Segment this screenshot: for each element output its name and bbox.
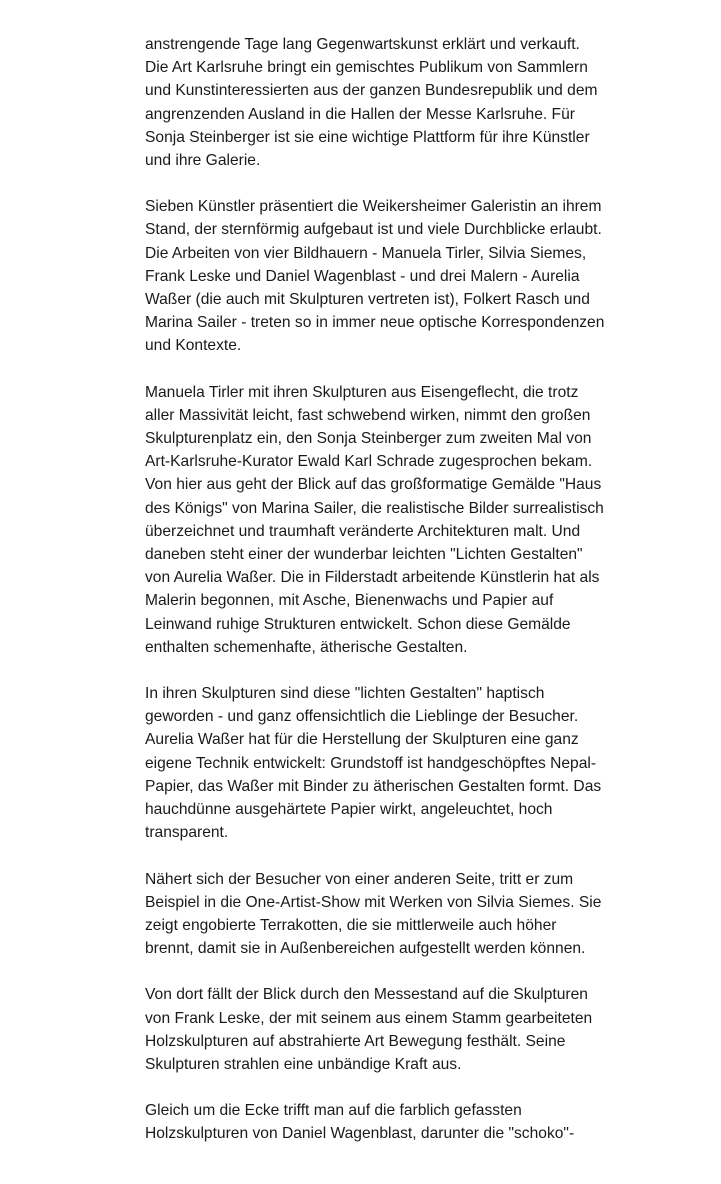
- text-line: Aurelia Waßer hat für die Herstellung der Skulpturen eine ganz: [145, 731, 579, 749]
- paragraph-6: [145, 983, 645, 1076]
- text-line: Von hier aus geht der Blick auf das großformatige Gemälde "Haus: [145, 476, 602, 494]
- text-line: Holzskulpturen auf abstrahierte Art Bewegung festhält. Seine: [145, 1032, 566, 1050]
- text-line: Die Art Karlsruhe bringt ein gemischtes Publikum von Sammlern: [145, 59, 588, 77]
- text-line: Skulpturen strahlen eine unbändige Kraft aus.: [145, 1055, 462, 1073]
- text-line: Gleich um die Ecke trifft man auf die farblich gefassten: [145, 1102, 522, 1120]
- text-line: anstrengende Tage lang Gegenwartskunst erklärt und verkauft.: [145, 36, 580, 53]
- text-line: Art-Karlsruhe-Kurator Ewald Karl Schrade zugesprochen bekam.: [145, 453, 593, 471]
- text-line: Marina Sailer - treten so in immer neue optische Korrespondenzen: [145, 314, 605, 332]
- text-line: aller Massivität leicht, fast schwebend wirken, nimmt den großen: [145, 406, 591, 424]
- text-line: Von dort fällt der Blick durch den Messestand auf die Skulpturen: [145, 986, 588, 1004]
- article-body: [145, 33, 645, 1169]
- text-line: Sonja Steinberger ist sie eine wichtige Plattform für ihre Künstler: [145, 128, 590, 146]
- text-line: Manuela Tirler mit ihren Skulpturen aus Eisengeflecht, die trotz: [145, 383, 579, 401]
- text-line: und Kontexte.: [145, 337, 242, 355]
- text-line: geworden - und ganz offensichtlich die Lieblinge der Besucher.: [145, 708, 579, 726]
- paragraph-7: [145, 1099, 645, 1145]
- paragraph-1: [145, 33, 645, 172]
- text-line: Frank Leske und Daniel Wagenblast - und drei Malern - Aurelia: [145, 267, 580, 285]
- text-line: angrenzenden Ausland in die Hallen der Messe Karlsruhe. Für: [145, 105, 575, 123]
- text-line: Nähert sich der Besucher von einer anderen Seite, tritt er zum: [145, 870, 574, 888]
- text-line: daneben steht einer der wunderbar leichten "Lichten Gestalten": [145, 546, 583, 564]
- text-line: Papier, das Waßer mit Binder zu ätherischen Gestalten formt. Das: [145, 777, 602, 795]
- text-line: transparent.: [145, 824, 229, 842]
- text-line: hauchdünne ausgehärtete Papier wirkt, angeleuchtet, hoch: [145, 801, 553, 819]
- paragraph-3: [145, 381, 645, 659]
- text-line: Leinwand ruhige Strukturen entwickelt. Schon diese Gemälde: [145, 615, 571, 633]
- paragraph-5: [145, 868, 645, 961]
- text-line: Stand, der sternförmig aufgebaut ist und viele Durchblicke erlaubt.: [145, 221, 602, 239]
- text-line: von Frank Leske, der mit seinem aus einem Stamm gearbeiteten: [145, 1009, 593, 1027]
- text-line: brennt, damit sie in Außenbereichen aufgestellt werden können.: [145, 940, 586, 958]
- text-line: Sieben Künstler präsentiert die Weikersheimer Galeristin an ihrem: [145, 198, 602, 216]
- text-line: zeigt engobierte Terrakotten, die sie mittlerweile auch höher: [145, 916, 557, 934]
- text-line: und ihre Galerie.: [145, 152, 261, 170]
- paragraph-4: [145, 682, 645, 844]
- text-line: des Königs" von Marina Sailer, die realistische Bilder surrealistisch: [145, 499, 604, 517]
- text-line: Skulpturenplatz ein, den Sonja Steinberger zum zweiten Mal von: [145, 430, 592, 448]
- text-line: Waßer (die auch mit Skulpturen vertreten ist), Folkert Rasch und: [145, 291, 590, 309]
- text-line: von Aurelia Waßer. Die in Filderstadt arbeitende Künstlerin hat als: [145, 569, 600, 587]
- text-line: enthalten schemenhafte, ätherische Gestalten.: [145, 638, 468, 656]
- text-line: eigene Technik entwickelt: Grundstoff ist handgeschöpftes Nepal-: [145, 754, 597, 772]
- paragraph-2: [145, 195, 645, 357]
- text-line: Holzskulpturen von Daniel Wagenblast, darunter die "schoko"-: [145, 1125, 575, 1143]
- text-line: und Kunstinteressierten aus der ganzen Bundesrepublik und dem: [145, 82, 598, 100]
- text-line: Die Arbeiten von vier Bildhauern - Manuela Tirler, Silvia Siemes,: [145, 244, 587, 262]
- text-line: Beispiel in die One-Artist-Show mit Werken von Silvia Siemes. Sie: [145, 893, 602, 911]
- text-line: Malerin begonnen, mit Asche, Bienenwachs und Papier auf: [145, 592, 554, 610]
- text-line: In ihren Skulpturen sind diese "lichten Gestalten" haptisch: [145, 685, 545, 703]
- text-line: überzeichnet und traumhaft veränderte Architekturen malt. Und: [145, 522, 581, 540]
